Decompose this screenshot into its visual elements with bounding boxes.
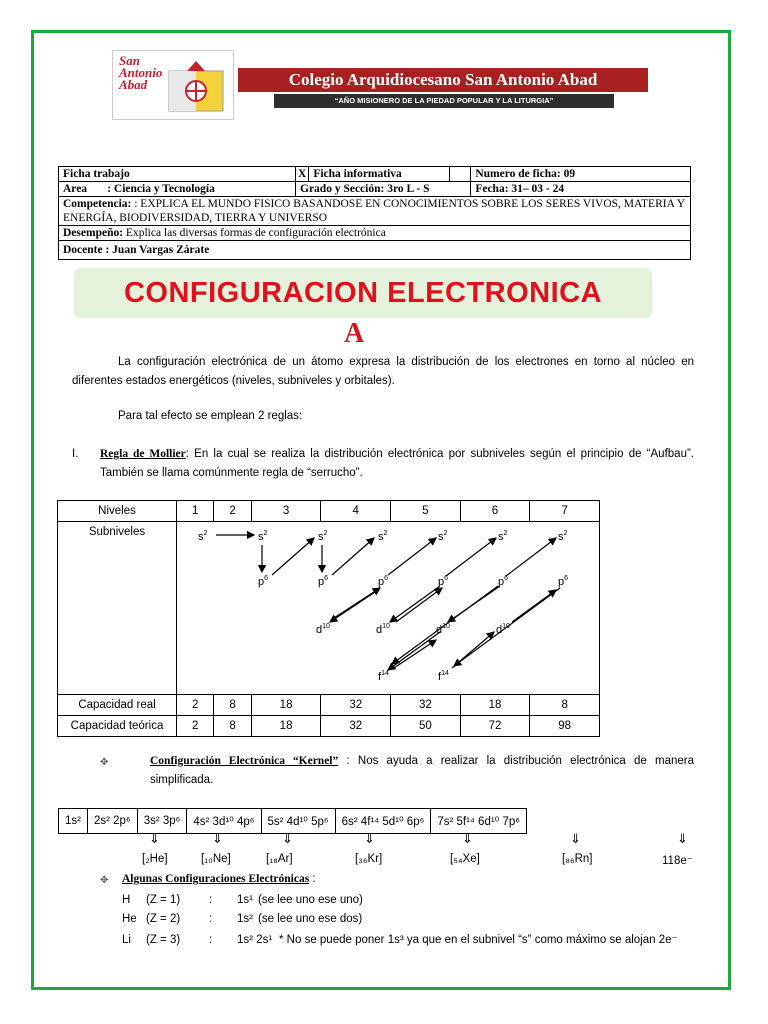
noble-gas: [₃₆Kr] (355, 853, 383, 865)
kernel-cell: 5s² 4d¹⁰ 5p⁶ (261, 809, 335, 834)
down-arrow-icon: ⇓ (570, 832, 581, 847)
nivel-cell: 6 (460, 501, 530, 522)
z-value: (Z = 2) (146, 913, 181, 925)
p2-label: $p^6$ (258, 575, 269, 588)
real-cell: 18 (460, 695, 530, 716)
p3-label: $p^6$ (318, 575, 329, 588)
real-cell: 8 (214, 695, 251, 716)
noble-gas: [₅₄Xe] (450, 853, 480, 865)
kernel-cell: 4s² 3d¹⁰ 4p⁶ (187, 809, 261, 834)
z-value: (Z = 3) (146, 934, 181, 946)
config-row-h: H (122, 894, 131, 906)
down-arrow-icon: ⇓ (364, 832, 375, 847)
kernel-cell: 1s² (59, 809, 88, 834)
s2-label: $s^2$ (258, 530, 268, 543)
nivel-cell: 2 (214, 501, 251, 522)
desempeno: Desempeño: Explica las diversas formas de configuración electrónica (59, 226, 691, 241)
real-cell: 8 (530, 695, 600, 716)
grado-seccion: Grado y Sección: 3ro L - S (296, 182, 471, 197)
separator: : (209, 894, 213, 906)
s5-label: $s^2$ (438, 530, 448, 543)
school-motto: “AÑO MISIONERO DE LA PIEDAD POPULAR Y LA LITURGIA” (274, 94, 614, 108)
logo-lettering: San Antonio Abad (119, 53, 163, 92)
reading-note: * No se puede poner 1s³ ya que en el subnivel “s” como máximo se alojan 2e⁻ (279, 934, 678, 946)
rule-number: I. (72, 448, 79, 460)
niveles-label: Niveles (58, 501, 177, 522)
teorica-cell: 32 (321, 716, 391, 737)
reading-note: (se lee uno ese uno) (258, 894, 363, 906)
z-value: (Z = 1) (146, 894, 181, 906)
configuration: 1s¹ (237, 894, 253, 906)
down-arrow-icon: ⇓ (282, 832, 293, 847)
numero-ficha: Numero de ficha: 09 (471, 167, 691, 182)
s1-label: $s^2$ (198, 530, 208, 543)
kernel-cell: 2s² 2p⁶ (87, 809, 137, 834)
fecha: Fecha: 31– 03 - 24 (471, 182, 691, 197)
area: Area : Ciencia y Tecnología (59, 182, 296, 197)
kernel-cell: 7s² 5f¹⁴ 6d¹⁰ 7p⁶ (431, 809, 527, 834)
p6-label: $p^6$ (498, 575, 509, 588)
bullet-icon: ✥ (100, 875, 109, 886)
separator: : (209, 934, 213, 946)
p7-label: $p^6$ (558, 575, 569, 588)
school-name: Colegio Arquidiocesano San Antonio Abad (238, 68, 648, 92)
docente: Docente : Juan Vargas Zárate (59, 241, 691, 260)
noble-gas: [₁₈Ar] (266, 853, 293, 865)
d5-label: $d^{10}$ (436, 623, 450, 636)
down-arrow-icon: ⇓ (677, 832, 688, 847)
algunas-title: Algunas Configuraciones Electrónicas (122, 873, 310, 885)
page-title: CONFIGURACION ELECTRONICA (123, 277, 603, 309)
separator: : (209, 913, 213, 925)
teorica-label: Capacidad teórica (58, 716, 177, 737)
kernel-paragraph: Configuración Electrónica “Kernel” : Nos ayuda a realizar la distribución electrónica de manera simplificada. (150, 755, 694, 786)
real-cell: 32 (391, 695, 461, 716)
s4-label: $s^2$ (378, 530, 388, 543)
d4-label: $d^{10}$ (376, 623, 390, 636)
teorica-cell: 8 (214, 716, 251, 737)
teorica-cell: 50 (391, 716, 461, 737)
down-arrow-icon: ⇓ (149, 832, 160, 847)
real-cell: 2 (177, 695, 214, 716)
rule-title: Regla de Mollier (100, 448, 186, 460)
teorica-cell: 2 (177, 716, 214, 737)
kernel-title: Configuración Electrónica “Kernel” (150, 755, 339, 767)
ficha-informativa: Ficha informativa (309, 167, 450, 182)
s7-label: $s^2$ (558, 530, 568, 543)
x-mark: X (296, 167, 309, 182)
nivel-cell: 1 (177, 501, 214, 522)
ficha-trabajo: Ficha trabajo (59, 167, 296, 182)
configuration: 1s² (237, 913, 253, 925)
p4-label: $p^6$ (378, 575, 389, 588)
f5-label: $f^{14}$ (438, 670, 449, 683)
noble-gas: [₈₆Rn] (562, 853, 593, 865)
down-arrow-icon: ⇓ (212, 832, 223, 847)
p5-label: $p^6$ (438, 575, 449, 588)
noble-gas: 118e⁻ (662, 855, 693, 867)
noble-gas: [₂He] (142, 853, 168, 865)
s6-label: $s^2$ (498, 530, 508, 543)
down-arrow-icon: ⇓ (462, 832, 473, 847)
title-letter: A (344, 318, 365, 349)
subniveles-label: Subniveles (58, 522, 177, 695)
s3-label: $s^2$ (318, 530, 328, 543)
teorica-cell: 18 (251, 716, 321, 737)
reglas-text: Para tal efecto se emplean 2 reglas: (118, 410, 303, 422)
nivel-cell: 3 (251, 501, 321, 522)
nivel-cell: 5 (391, 501, 461, 522)
real-cell: 18 (251, 695, 321, 716)
reading-note: (se lee uno ese dos) (258, 913, 363, 925)
real-label: Capacidad real (58, 695, 177, 716)
teorica-cell: 72 (460, 716, 530, 737)
bullet-icon: ✥ (100, 757, 109, 768)
kernel-table (58, 808, 527, 834)
noble-gas: [₁₀Ne] (201, 853, 231, 865)
rule-paragraph: Regla de Mollier: En la cual se realiza la distribución electrónica por subniveles según el principio de “Aufbau”. También se llama comúnmente regla de “serrucho”. (100, 448, 694, 479)
d6-label: $d^{10}$ (496, 623, 510, 636)
kernel-cell: 6s² 4f¹⁴ 5d¹⁰ 6p⁶ (335, 809, 431, 834)
f4-label: $f^{14}$ (378, 670, 389, 683)
config-row-he: He (122, 913, 137, 925)
algunas-heading: Algunas Configuraciones Electrónicas : (122, 873, 316, 885)
configuration: 1s² 2s¹ (237, 934, 273, 946)
kernel-cell: 3s² 3p⁶ (137, 809, 187, 834)
intro-paragraph: La configuración electrónica de un átomo expresa la distribución de los electrones en torno al núcleo en diferentes estados energéticos (niveles, subniveles y orbitales). (72, 356, 694, 387)
teorica-cell: 98 (530, 716, 600, 737)
real-cell: 32 (321, 695, 391, 716)
nivel-cell: 7 (530, 501, 600, 522)
competencia: Competencia: : EXPLICA EL MUNDO FISICO BASANDOSE EN CONOCIMIENTOS SOBRE LOS SERES VIVOS, MATERIA Y ENERGÍA, BIODIVERSIDAD, TIERRA Y UNIVERSO (59, 197, 691, 226)
config-row-li: Li (122, 934, 131, 946)
nivel-cell: 4 (321, 501, 391, 522)
d3-label: $d^{10}$ (316, 623, 330, 636)
